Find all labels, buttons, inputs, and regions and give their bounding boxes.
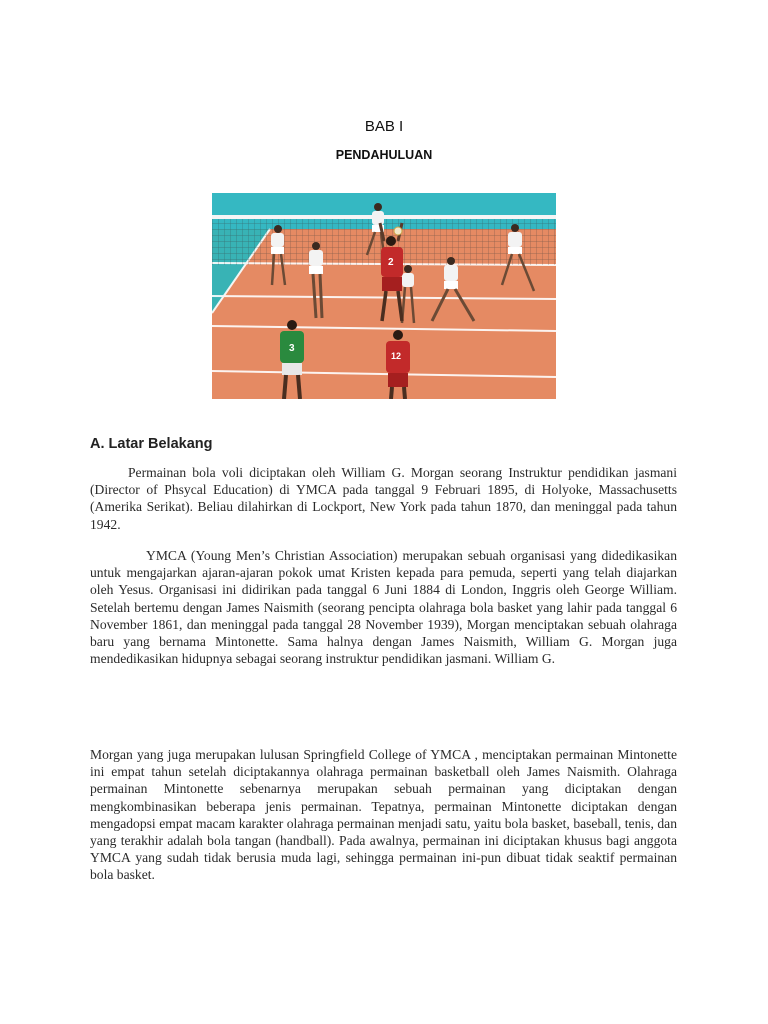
volleyball-ball	[394, 227, 402, 235]
chapter-subtitle: PENDAHULUAN	[335, 148, 433, 162]
paragraph: YMCA (Young Men’s Christian Association) merupakan sebuah organisasi yang didedikasikan untuk mengajarkan ajaran-ajaran pokok umat Kristen kepada para pemuda, seperti yang telah diajarkan oleh Yesus. Organisasi ini didirikan pada tanggal 6 Juni 1884 di London, Inggris oleh George William. Setelah bertemu dengan James Naismith (seorang pencipta olahraga bola basket yang lahir pada tanggal 6 November 1861, dan meninggal pada tanggal 28 November 1939), Morgan menciptakan sebuah olahraga baru yang bernama Mintonette. Sama halnya dengan James Naismith, William G. Morgan juga mendedikasikan hidupnya sebagai seorang instruktur pendidikan jasmani. William G.	[90, 548, 677, 667]
volleyball-photo	[212, 193, 556, 399]
jersey-number: 3	[289, 343, 295, 354]
paragraph: Permainan bola voli diciptakan oleh William G. Morgan seorang Instruktur pendidikan jasmani (Director of Phsycal Education) di YMCA pada tanggal 9 Februari 1895, di Holyoke, Massachusetts (Amerika Serikat). Beliau dilahirkan di Lockport, New York pada tahun 1870, dan meninggal pada tahun 1942.	[90, 465, 677, 532]
paragraph: Morgan yang juga merupakan lulusan Springfield College of YMCA , menciptakan permainan Mintonette ini empat tahun setelah diciptakannya olahraga permainan basketball oleh James Naismith. Olahraga permainan Mintonette sebenarnya merupakan sebuah permainan yang diciptakan dengan mengkombinasikan beberapa jenis permainan. Tepatnya, permainan Mintonette diciptakan dengan mengadopsi empat macam karakter olahraga permainan menjadi satu, yaitu bola basket, baseball, tenis, dan yang terakhir adalah bola tangan (handball). Pada awalnya, permainan ini diciptakan khusus bagi anggota YMCA yang sudah tidak berusia muda lagi, sehingga permainan ini-pun dibuat tidak seaktif permainan bola basket.	[90, 747, 677, 883]
section-heading: A. Latar Belakang	[90, 436, 213, 452]
jersey-number: 12	[391, 351, 402, 361]
jersey-number: 2	[388, 257, 394, 268]
chapter-title: BAB I	[364, 118, 404, 135]
